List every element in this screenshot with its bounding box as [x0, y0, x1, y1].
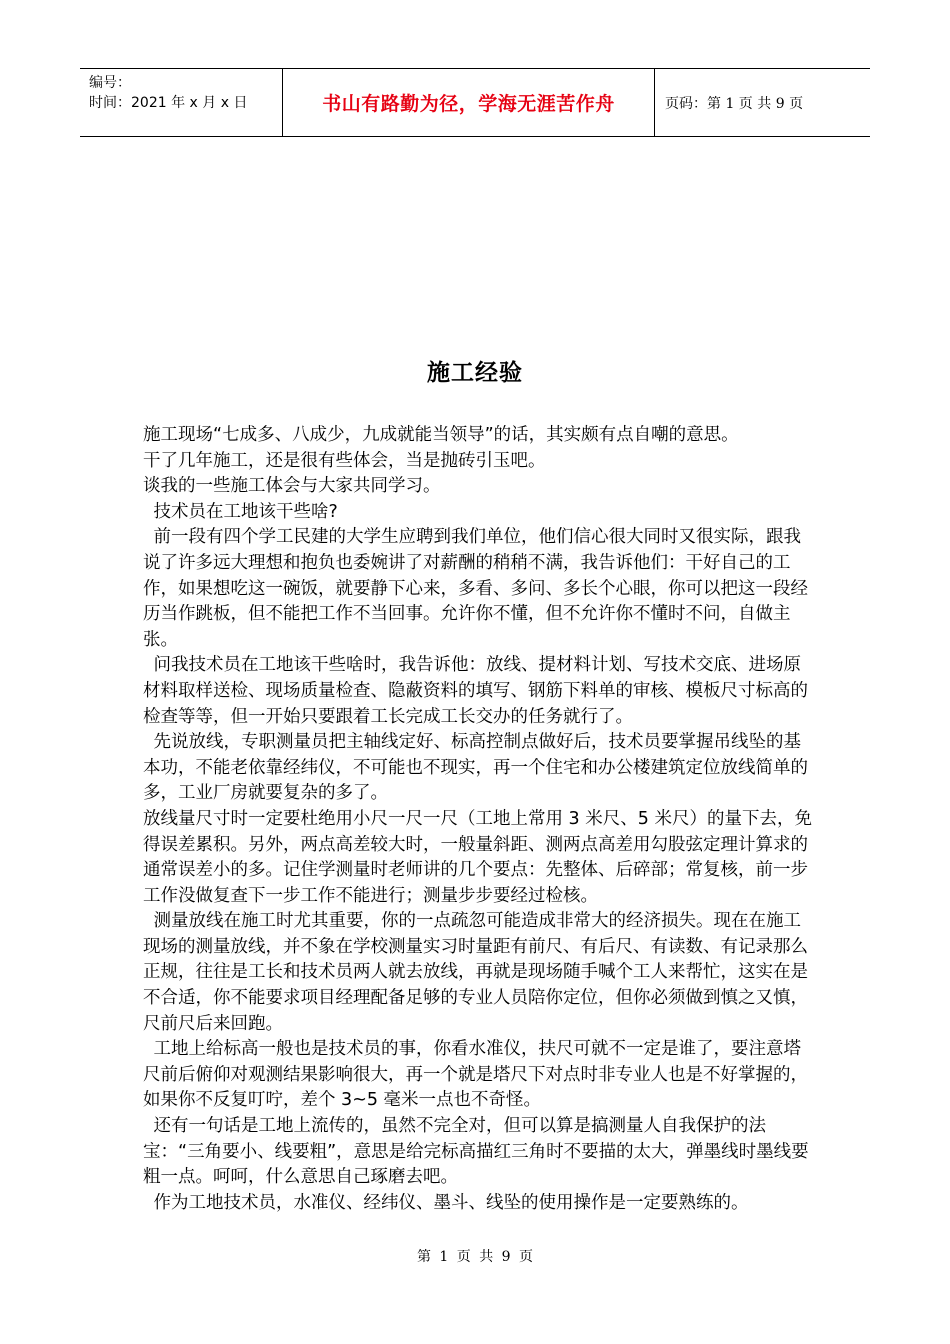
paragraph: 工地上给标高一般也是技术员的事，你看水准仪，扶尺可就不一定是谁了，要注意塔尺前后俯仰对观测结果影响很大，再一个就是塔尺下对点时非专业人也是不好掌握的，如果你不反复叮咛，差个 3~5 毫米一点也不奇怪。 [143, 1039, 808, 1111]
page-footer: 第 1 页 共 9 页 [416, 1249, 534, 1265]
paragraph: 施工现场“七成多、八成少，九成就能当领导”的话，其实颇有点自嘲的意思。 [143, 425, 739, 445]
header-page-cell [655, 69, 870, 136]
page-info: 页码：第 1 页 共 9 页 [665, 95, 804, 112]
header-table [80, 68, 870, 137]
document-title: 施工经验 [427, 360, 523, 386]
header-motto-cell [282, 69, 655, 136]
paragraph: 问我技术员在工地该干些啥时，我告诉他：放线、提材料计划、写技术交底、进场原材料取样送检、现场质量检查、隐蔽资料的填写、钢筋下料单的审核、模板尺寸标高的检查等等，但一开始只要跟着工长完成工长交办的任务就行了。 [143, 655, 808, 727]
paragraph: 前一段有四个学工民建的大学生应聘到我们单位，他们信心很大同时又很实际，跟我说了许多远大理想和抱负也委婉讲了对薪酬的稍稍不满，我告诉他们：干好自己的工作，如果想吃这一碗饭，就要静下心来，多看、多问、多长个心眼，你可以把这一段经历当作跳板，但不能把工作不当回事。允许你不懂，但不允许你不懂时不问，自做主张。 [143, 527, 808, 650]
document-body [143, 423, 815, 1216]
serial-label: 编号： [89, 75, 131, 91]
paragraph: 谈我的一些施工体会与大家共同学习。 [143, 476, 441, 497]
motto-text: 书山有路勤为径，学海无涯苦作舟 [322, 93, 615, 115]
paragraph: 作为工地技术员，水准仪、经纬仪、墨斗、线坠的使用操作是一定要熟练的。 [153, 1192, 749, 1213]
paragraph: 先说放线，专职测量员把主轴线定好、标高控制点做好后，技术员要掌握吊线坠的基本功，不能老依靠经纬仪，不可能也不现实，再一个住宅和办公楼建筑定位放线简单的多，工业厂房就要复杂的多了。 [143, 732, 808, 804]
header-meta-cell [80, 69, 282, 136]
section-heading: 技术员在工地该干些啥? [153, 501, 338, 522]
paragraph: 放线量尺寸时一定要杜绝用小尺一尺一尺（工地上常用 3 米尺、5 米尺）的量下去，免得误差累积。另外，两点高差较大时，一般量斜距、测两点高差用勾股弦定理计算求的通常误差小的多。记住学测量时老师讲的几个要点：先整体、后碎部；常复核，前一步工作没做复查下一步工作不能进行；测量步步要经过检核。 [143, 808, 812, 906]
paragraph: 干了几年施工，还是很有些体会，当是抛砖引玉吧。 [143, 450, 546, 471]
paragraph: 还有一句话是工地上流传的，虽然不完全对，但可以算是搞测量人自我保护的法宝：“三角要小、线要粗”，意思是给完标高描红三角时不要描的太大，弹墨线时墨线要粗一点。呵呵，什么意思自己琢磨去吧。 [143, 1116, 809, 1188]
paragraph: 测量放线在施工时尤其重要，你的一点疏忽可能造成非常大的经济损失。现在在施工现场的测量放线，并不象在学校测量实习时量距有前尺、有后尺、有读数、有记录那么正规，往往是工长和技术员两人就去放线，再就是现场随手喊个工人来帮忙，这实在是不合适，你不能要求项目经理配备足够的专业人员陪你定位，但你必须做到慎之又慎，尺前尺后来回跑。 [143, 911, 808, 1034]
date-line: 时间：2021 年 x 月 x 日 [89, 95, 248, 111]
